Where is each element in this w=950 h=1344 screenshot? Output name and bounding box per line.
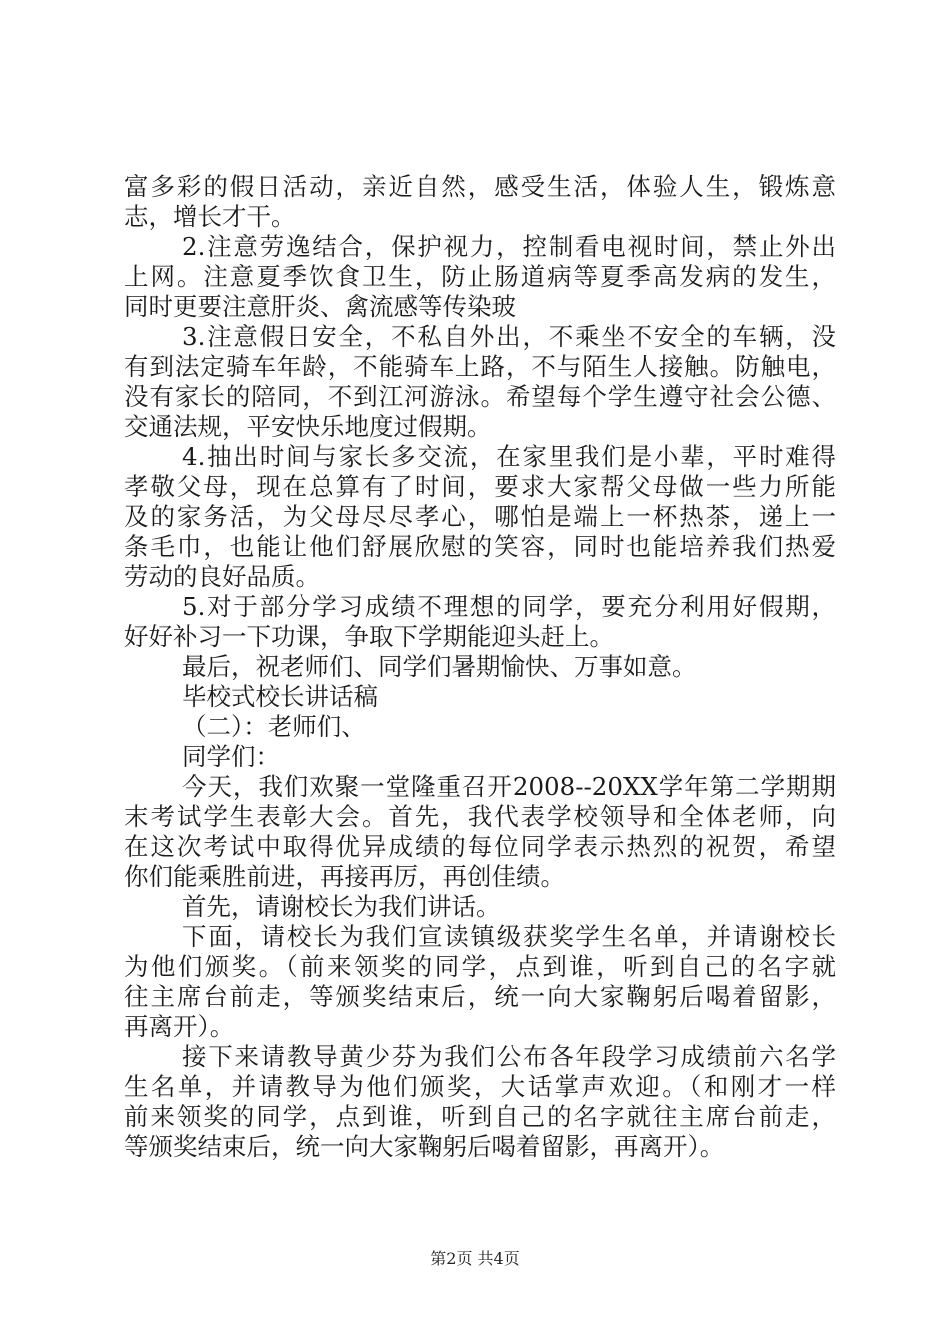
text-line: 3.注意假日安全，不私自外出，不乘坐不安全的车辆，没 bbox=[182, 322, 836, 351]
text-line: 同时更要注意肝炎、禽流感等传染玻 bbox=[124, 292, 516, 321]
text-line: 2.注意劳逸结合，保护视力，控制看电视时间，禁止外出 bbox=[182, 232, 836, 261]
text-line: 往主席台前走，等颁奖结束后，统一向大家鞠躬后喝着留影， bbox=[124, 982, 836, 1011]
text-line: 前来领奖的同学，点到谁，听到自己的名字就往主席台前走， bbox=[124, 1102, 836, 1131]
document-body bbox=[124, 172, 836, 1162]
text-line: 末考试学生表彰大会。首先，我代表学校领导和全体老师，向 bbox=[124, 802, 836, 831]
text-line: 同学们： bbox=[182, 742, 280, 771]
text-line: 你们能乘胜前进，再接再厉，再创佳绩。 bbox=[124, 862, 565, 891]
paragraph bbox=[124, 592, 836, 652]
paragraph bbox=[124, 232, 836, 322]
text-line: 等颁奖结束后，统一向大家鞠躬后喝着留影，再离开）。 bbox=[124, 1132, 725, 1161]
text-line: （二）：老师们、 bbox=[182, 712, 366, 741]
text-line: 为他们颁奖。（前来领奖的同学，点到谁，听到自己的名字就 bbox=[124, 952, 836, 981]
paragraph bbox=[124, 442, 836, 592]
paragraph bbox=[124, 682, 836, 712]
paragraph bbox=[124, 742, 836, 772]
text-line: 好好补习一下功课，争取下学期能迎头赶上。 bbox=[124, 622, 614, 651]
text-line: 今天，我们欢聚一堂隆重召开2008--20XX学年第二学期期 bbox=[182, 772, 836, 801]
text-line: 接下来请教导黄少芬为我们公布各年段学习成绩前六名学 bbox=[182, 1042, 836, 1071]
text-line: 5.对于部分学习成绩不理想的同学，要充分利用好假期， bbox=[182, 592, 836, 621]
text-line: 下面，请校长为我们宣读镇级获奖学生名单，并请谢校长 bbox=[182, 922, 836, 951]
text-line: 没有家长的陪同，不到江河游泳。希望每个学生遵守社会公德、 bbox=[124, 382, 836, 411]
text-line: 毕校式校长讲话稿 bbox=[182, 682, 378, 711]
paragraph bbox=[124, 1042, 836, 1162]
paragraph bbox=[124, 652, 836, 682]
text-line: 劳动的良好品质。 bbox=[124, 562, 320, 591]
text-line: 交通法规，平安快乐地度过假期。 bbox=[124, 412, 492, 441]
text-line: 孝敬父母，现在总算有了时间，要求大家帮父母做一些力所能 bbox=[124, 472, 836, 501]
text-line: 条毛巾，也能让他们舒展欣慰的笑容，同时也能培养我们热爱 bbox=[124, 532, 836, 561]
text-line: 富多彩的假日活动，亲近自然，感受生活，体验人生，锻炼意 bbox=[124, 172, 836, 201]
text-line: 在这次考试中取得优异成绩的每位同学表示热烈的祝贺，希望 bbox=[124, 832, 836, 861]
page-footer: 第2页 共4页 bbox=[430, 1249, 520, 1268]
text-line: 首先，请谢校长为我们讲话。 bbox=[182, 892, 501, 921]
text-line: 上网。注意夏季饮食卫生，防止肠道病等夏季高发病的发生， bbox=[124, 262, 836, 291]
paragraph bbox=[124, 172, 836, 232]
text-line: 最后，祝老师们、同学们暑期愉快、万事如意。 bbox=[182, 652, 697, 681]
paragraph bbox=[124, 772, 836, 892]
text-line: 生名单，并请教导为他们颁奖，大话掌声欢迎。（和刚才一样 bbox=[124, 1072, 836, 1101]
text-line: 再离开）。 bbox=[124, 1012, 235, 1041]
text-line: 及的家务活，为父母尽尽孝心，哪怕是端上一杯热茶，递上一 bbox=[124, 502, 836, 531]
text-line: 4.抽出时间与家长多交流，在家里我们是小辈，平时难得 bbox=[182, 442, 836, 471]
paragraph bbox=[124, 892, 836, 922]
text-line: 志，增长才干。 bbox=[124, 202, 296, 231]
paragraph bbox=[124, 712, 836, 742]
paragraph bbox=[124, 922, 836, 1042]
text-line: 有到法定骑车年龄，不能骑车上路，不与陌生人接触。防触电， bbox=[124, 352, 836, 381]
paragraph bbox=[124, 322, 836, 442]
